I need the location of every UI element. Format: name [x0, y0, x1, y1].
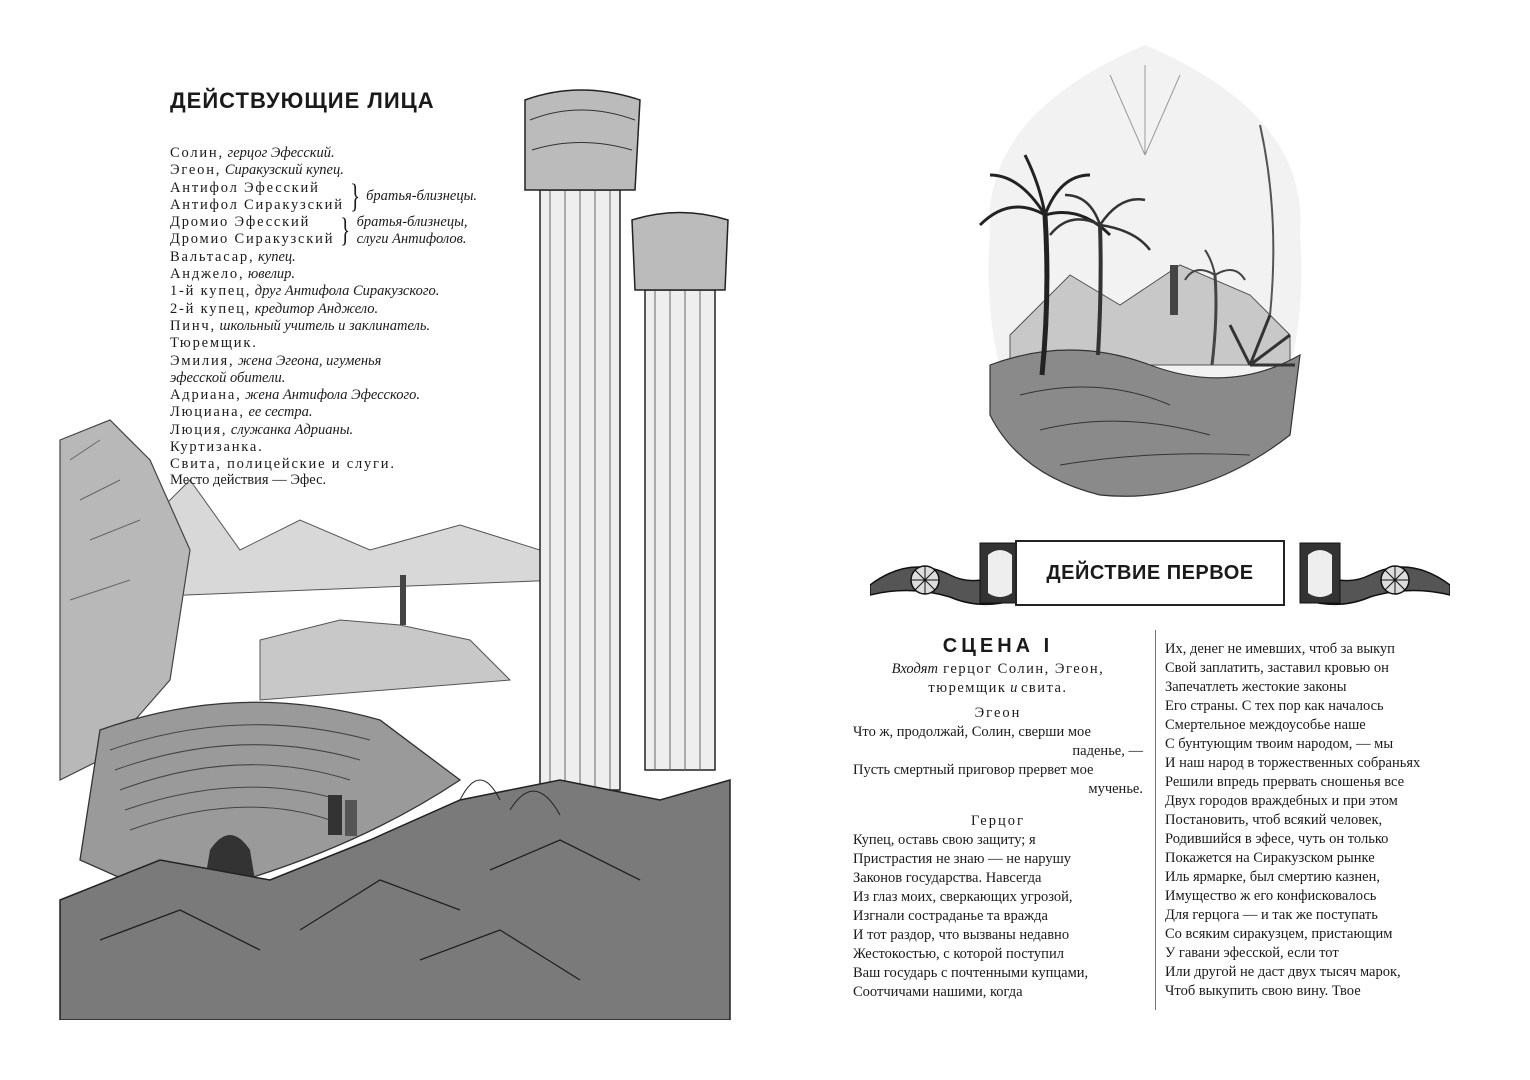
- cast-item: эфесской обители.: [170, 369, 286, 386]
- cast-item: Адриана, жена Антифола Эфесского.: [170, 387, 420, 404]
- act-title: ДЕЙСТВИЕ ПЕРВОЕ: [1046, 561, 1254, 584]
- verse-line: Его страны. С тех пор как началось: [1165, 698, 1384, 714]
- verse-line: мученье.: [1088, 781, 1143, 797]
- cast-title: ДЕЙСТВУЮЩИЕ ЛИЦА: [170, 88, 435, 113]
- verse-line: Двух городов враждебных и при этом: [1165, 793, 1398, 809]
- right-page: [765, 0, 1530, 1080]
- palm-landscape-engraving: [950, 35, 1340, 515]
- verse-line: Жестокостью, с которой поступил: [853, 946, 1064, 962]
- cast-twins-antipholus: Антифол Эфесский Антифол Сиракузский } братья-близнецы.: [170, 177, 478, 215]
- verse-line: паденье, —: [1072, 743, 1143, 759]
- cast-item: Пинч, школьный учитель и заклинатель.: [170, 317, 431, 334]
- scene-title: СЦЕНА I: [942, 635, 1054, 657]
- cast-item: Свита, полицейские и слуги.: [170, 456, 396, 473]
- brace-icon: }: [350, 177, 360, 215]
- verse-line: Их, денег не имевших, чтоб за выкуп: [1165, 641, 1395, 657]
- verse-line: Пристрастия не знаю — не нарушу: [853, 851, 1072, 867]
- verse-line: Решили впредь прервать сношенья все: [1165, 774, 1405, 790]
- verse-line: Или другой не даст двух тысяч марок,: [1165, 964, 1401, 980]
- verse-line: Со всяким сиракузцем, пристающим: [1165, 926, 1393, 942]
- cast-item: Анджело, ювелир.: [170, 266, 296, 283]
- verse-line: Свой заплатить, заставил кровью он: [1165, 660, 1389, 676]
- stage-direction: Входят герцог Солин, Эгеон, тюремщик и свита.: [891, 661, 1105, 696]
- verse-line: Для герцога — и так же поступать: [1165, 907, 1378, 923]
- verse-line: С бунтующим твоим народом, — мы: [1165, 736, 1394, 752]
- speaker-duke: Герцог: [971, 813, 1025, 829]
- cast-item: Люция, служанка Адрианы.: [170, 421, 354, 438]
- text-column-right: [1165, 640, 1425, 1001]
- verse-line: Покажется на Сиракузском рынке: [1165, 850, 1375, 866]
- verse-line: Запечатлеть жестокие законы: [1165, 679, 1347, 695]
- verse-line: И наш народ в торжественных собраньях: [1165, 755, 1421, 771]
- cast-list: [170, 145, 477, 474]
- cast-item: 1-й купец, друг Антифола Сиракузского.: [170, 283, 440, 300]
- verse-line: Постановить, чтоб всякий человек,: [1165, 812, 1383, 828]
- cast-item: Люциана, ее сестра.: [170, 404, 313, 421]
- verse-line: У гавани эфесской, если тот: [1165, 945, 1339, 961]
- cast-item: Куртизанка.: [170, 439, 264, 456]
- cast-item: Эмилия, жена Эгеона, игуменья: [170, 352, 382, 369]
- cast-twins-dromio: Дромио Эфесский Дромио Сиракузский } братья-близнецы, слуги Антифолов.: [170, 212, 468, 250]
- verse-line: Соотчичами нашими, когда: [853, 984, 1023, 1000]
- text-column-left: [853, 635, 1143, 1002]
- verse-line: Купец, оставь свою защиту; я: [853, 832, 1036, 848]
- cast-item: Тюремщик.: [170, 335, 258, 352]
- place-of-action: Место действия — Эфес.: [170, 472, 327, 488]
- verse-line: Ваш государь с почтенными купцами,: [853, 965, 1089, 981]
- brace-icon: }: [340, 212, 351, 250]
- verse-line: Что ж, продолжай, Солин, сверши мое: [853, 724, 1091, 740]
- cast-item: 2-й купец, кредитор Анджело.: [170, 300, 379, 317]
- verse-line: Изгнали сострадань​е та вражда: [853, 908, 1048, 924]
- column-divider: [1155, 630, 1156, 1010]
- verse-line: Пусть смертный приговор прервет мое: [853, 762, 1094, 778]
- speaker-egeon: Эгеон: [974, 705, 1022, 721]
- verse-line: Законов государства. Навсегда: [853, 870, 1042, 886]
- verse-line: Имущество ж его конфисковалось: [1165, 888, 1377, 904]
- verse-line: Иль ярмарке, был смертию казнен,: [1165, 869, 1380, 885]
- verse-line: Смертельное междоусобье наше: [1165, 717, 1366, 733]
- verse-line: Из глаз моих, сверкающих угрозой,: [853, 889, 1073, 905]
- verse-line: Чтоб выкупить свою вину. Твое: [1165, 983, 1361, 999]
- verse-line: Родившийся в эфесе, чуть он только: [1165, 831, 1389, 847]
- act-title-box: [1015, 540, 1285, 606]
- cast-item: Вальтасар, купец.: [170, 248, 296, 265]
- verse-line: И тот раздор, что вызваны недавно: [853, 927, 1070, 943]
- cast-item: Солин, герцог Эфесский.: [170, 145, 335, 161]
- cast-item: Эгеон, Сиракузский купец.: [170, 162, 344, 179]
